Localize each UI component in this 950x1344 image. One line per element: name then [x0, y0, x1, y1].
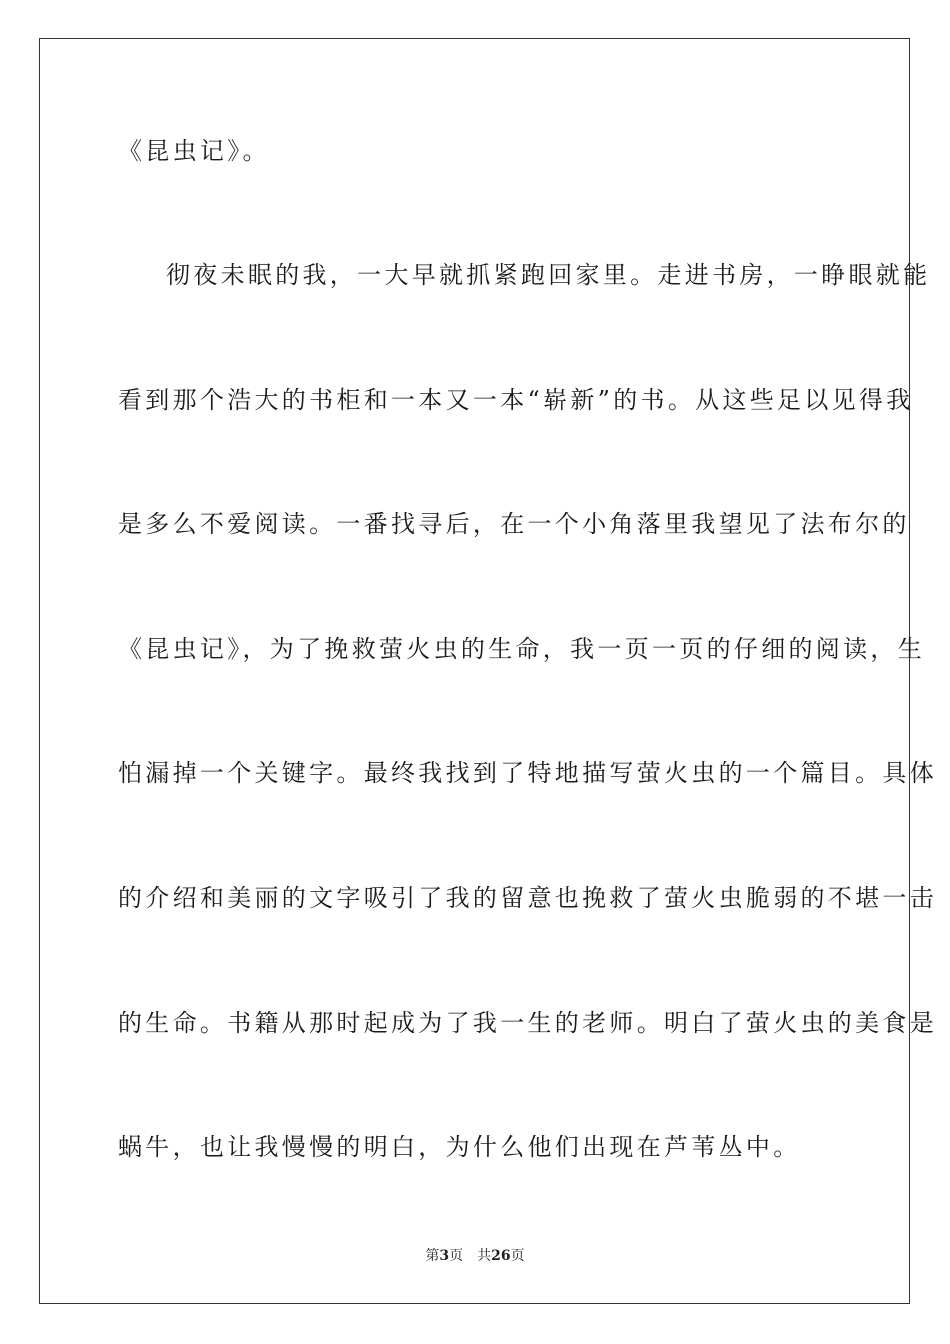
text-line: 看到那个浩大的书柜和一本又一本“崭新”的书。从这些足以见得我: [118, 386, 914, 414]
text-line: 怕漏掉一个关键字。最终我找到了特地描写萤火虫的一个篇目。具体: [118, 759, 937, 787]
page-suffix: 页: [449, 1248, 464, 1264]
text-line: 的生命。书籍从那时起成为了我一生的老师。明白了萤火虫的美食是: [118, 1009, 937, 1037]
text-line: 的介绍和美丽的文字吸引了我的留意也挽救了萤火虫脆弱的不堪一击: [118, 884, 937, 912]
paragraph-first-line: 彻夜未眠的我，一大早就抓紧跑回家里。走进书房，一睁眼就能: [166, 261, 931, 289]
text-line: 《昆虫记》，为了挽救萤火虫的生命，我一页一页的仔细的阅读，生: [118, 635, 925, 663]
page-border: [39, 38, 937, 1304]
text-line: 是多么不爱阅读。一番找寻后，在一个小角落里我望见了法布尔的: [118, 510, 910, 538]
total-suffix: 页: [510, 1248, 525, 1264]
total-pages-number: 26: [491, 1248, 511, 1264]
page-footer: [0, 1247, 950, 1265]
current-page-number: 3: [439, 1248, 450, 1264]
total-prefix: 共: [477, 1248, 492, 1264]
page-prefix: 第: [425, 1248, 440, 1264]
paragraph-last-line: 蜗牛，也让我慢慢的明白，为什么他们出现在芦苇丛中。: [118, 1133, 801, 1161]
total-pages-label: [477, 1248, 524, 1264]
page-number-label: [425, 1248, 463, 1264]
text-line: 《昆虫记》。: [118, 137, 270, 165]
